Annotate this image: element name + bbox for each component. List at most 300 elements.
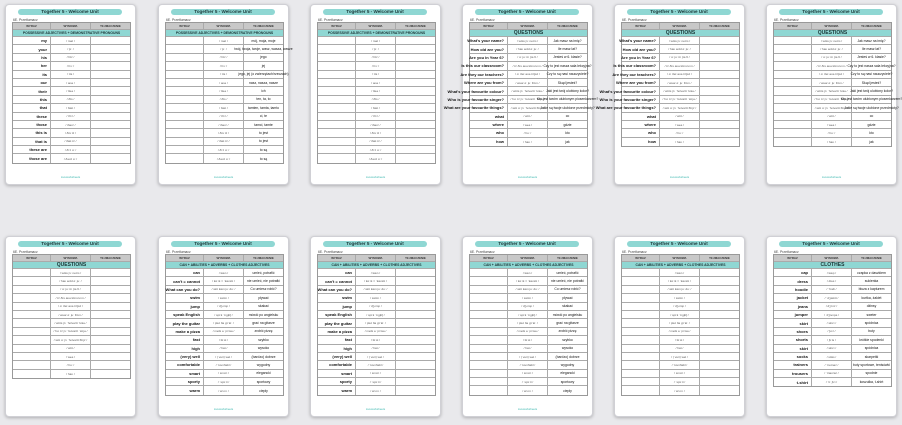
translation-cell[interactable] <box>396 269 435 276</box>
word-cell[interactable] <box>622 294 660 301</box>
word-cell[interactable] <box>774 129 812 136</box>
pronunciation-cell: / ɑː juː ɪn jɪə 6 / <box>508 54 548 61</box>
translation-cell[interactable] <box>91 370 130 378</box>
translation-cell[interactable] <box>91 269 130 276</box>
word-cell[interactable] <box>166 138 204 145</box>
translation-cell[interactable] <box>91 37 130 44</box>
word-cell: its <box>13 71 51 78</box>
word-cell[interactable] <box>470 378 508 385</box>
worksheet-card[interactable] <box>766 4 902 185</box>
word-cell[interactable] <box>470 269 508 276</box>
word-cell[interactable] <box>13 311 51 318</box>
translation-cell[interactable] <box>396 62 435 69</box>
pronunciation-cell: / kæn / <box>660 269 700 276</box>
translation-cell[interactable] <box>396 54 435 61</box>
pronunciation-cell: / ðɪs / <box>204 96 244 103</box>
translation-cell: Jak masz na imię? <box>553 38 582 43</box>
word-cell[interactable] <box>470 353 508 360</box>
translation-cell[interactable] <box>396 353 435 360</box>
word-cell: Is this our classroom? <box>470 62 508 69</box>
translation-cell: twój, twoja, twoje, wasz, wasza, wasze <box>234 47 293 52</box>
pronunciation-cell: / kæp / <box>812 269 852 276</box>
word-cell[interactable] <box>13 286 51 293</box>
pronunciation-cell: / aʊə / <box>204 79 244 86</box>
translation-cell[interactable] <box>700 277 739 284</box>
table-row <box>166 62 283 70</box>
translation-cell[interactable] <box>91 104 130 111</box>
table-row <box>166 129 283 137</box>
word-cell[interactable] <box>774 62 812 69</box>
word-cell[interactable] <box>13 294 51 301</box>
column-header: TŁUMACZENIE <box>100 24 121 28</box>
translation-cell[interactable] <box>700 353 739 360</box>
table-row <box>622 361 739 369</box>
table-row <box>318 378 435 386</box>
translation-cell[interactable] <box>396 303 435 310</box>
word-cell[interactable] <box>622 378 660 385</box>
table-row <box>470 129 587 137</box>
word-cell[interactable] <box>318 62 356 69</box>
word-cell[interactable] <box>774 104 812 111</box>
word-cell[interactable] <box>318 113 356 120</box>
word-cell[interactable] <box>622 386 660 394</box>
word-cell[interactable] <box>13 370 51 378</box>
word-cell[interactable] <box>622 336 660 343</box>
word-cell[interactable] <box>470 303 508 310</box>
translation-cell[interactable] <box>700 129 739 136</box>
word-cell[interactable] <box>774 121 812 128</box>
word-cell[interactable] <box>774 138 812 146</box>
worksheet-card[interactable] <box>310 4 441 185</box>
translation-cell[interactable] <box>396 71 435 78</box>
word-cell: fast <box>318 336 356 343</box>
word-cell[interactable] <box>166 62 204 69</box>
translation-cell[interactable] <box>700 303 739 310</box>
translation-cell[interactable] <box>396 129 435 136</box>
table-row <box>470 303 587 311</box>
word-cell[interactable] <box>774 37 812 44</box>
translation-cell[interactable] <box>700 138 739 146</box>
word-cell[interactable] <box>774 45 812 52</box>
translation-cell[interactable] <box>91 54 130 61</box>
translation-cell[interactable] <box>91 146 130 153</box>
table-row <box>166 294 283 302</box>
translation-cell[interactable] <box>91 113 130 120</box>
pronunciation-cell: / haʊ / <box>51 370 91 378</box>
worksheet-instruction: 6E. Przetłumacz <box>622 18 647 22</box>
translation-cell: tamten, tamta, tamto <box>247 105 280 110</box>
table-header-row <box>318 255 435 262</box>
translation-cell[interactable] <box>91 345 130 352</box>
translation-cell[interactable] <box>700 54 739 61</box>
word-cell[interactable] <box>774 96 812 103</box>
word-cell[interactable] <box>622 345 660 352</box>
worksheet-card[interactable] <box>614 236 745 417</box>
table-row <box>13 336 130 344</box>
word-cell[interactable] <box>470 294 508 301</box>
pronunciation-cell: / huː / <box>660 129 700 136</box>
word-cell[interactable] <box>13 345 51 352</box>
word-cell[interactable] <box>318 154 356 162</box>
word-cell[interactable] <box>166 146 204 153</box>
translation-cell[interactable] <box>396 113 435 120</box>
worksheet-title: Together 5 - Welcome Unit <box>323 9 427 15</box>
translation-cell[interactable] <box>396 96 435 103</box>
word-cell[interactable] <box>622 353 660 360</box>
word-cell[interactable] <box>622 328 660 335</box>
translation-cell[interactable] <box>700 286 739 293</box>
worksheet-card[interactable] <box>5 4 136 185</box>
word-cell[interactable] <box>13 269 51 276</box>
word-cell[interactable] <box>622 319 660 326</box>
word-cell[interactable] <box>166 37 204 44</box>
translation-cell[interactable] <box>700 45 739 52</box>
word-cell[interactable] <box>318 129 356 136</box>
translation-cell[interactable] <box>396 45 435 52</box>
word-cell[interactable] <box>470 328 508 335</box>
pronunciation-cell: / jɔː / <box>356 45 396 52</box>
pronunciation-cell: / weə / <box>51 353 91 360</box>
translation-cell[interactable] <box>700 336 739 343</box>
table-row <box>318 336 435 344</box>
word-cell[interactable] <box>13 353 51 360</box>
translation-cell[interactable] <box>91 353 130 360</box>
word-cell[interactable] <box>470 311 508 318</box>
worksheet-card[interactable] <box>310 236 441 417</box>
pronunciation-cell: / aʊə / <box>51 79 91 86</box>
word-cell[interactable] <box>13 303 51 310</box>
translation-cell[interactable] <box>700 378 739 385</box>
translation-cell: mówić po angielsku <box>248 312 279 317</box>
pronunciation-cell: / spiːk ˈɪŋɡlɪʃ / <box>508 311 548 318</box>
translation-cell[interactable] <box>700 37 739 44</box>
translation-cell[interactable] <box>700 96 739 103</box>
table-row <box>774 361 891 369</box>
table-row <box>318 71 435 79</box>
translation-cell[interactable] <box>91 129 130 136</box>
table-row <box>13 37 130 45</box>
word-cell[interactable] <box>318 71 356 78</box>
translation-cell[interactable] <box>396 294 435 301</box>
word-cell[interactable] <box>318 54 356 61</box>
word-cell: What's your favourite colour? <box>622 87 660 94</box>
translation-cell[interactable] <box>700 104 739 111</box>
pronunciation-cell: / wɒt / <box>51 345 91 352</box>
translation-cell[interactable] <box>396 277 435 284</box>
translation-cell[interactable] <box>396 37 435 44</box>
table-row <box>166 154 283 162</box>
word-cell[interactable] <box>318 121 356 128</box>
table-row <box>447 96 599 104</box>
pronunciation-cell: / wɒt / <box>812 113 852 120</box>
translation-cell[interactable] <box>91 138 130 145</box>
table-row <box>166 146 283 154</box>
word-cell[interactable] <box>166 45 204 52</box>
table-row <box>599 87 739 95</box>
pronunciation-cell: / haʊ / <box>508 138 548 146</box>
word-cell[interactable] <box>13 328 51 335</box>
word-cell: their <box>13 87 51 94</box>
translation-cell[interactable] <box>91 154 130 162</box>
worksheet-card[interactable] <box>462 236 593 417</box>
translation-cell: kto <box>869 130 874 135</box>
translation-cell[interactable] <box>396 386 435 394</box>
pronunciation-cell: / ˈdʒʌmpə / <box>812 311 852 318</box>
translation-cell[interactable] <box>91 319 130 326</box>
pronunciation-cell: / wɒt kæn juː duː / <box>660 286 700 293</box>
translation-cell[interactable] <box>396 311 435 318</box>
translation-cell[interactable] <box>91 121 130 128</box>
translation-cell[interactable] <box>700 345 739 352</box>
translation-cell[interactable] <box>396 328 435 335</box>
word-cell[interactable] <box>166 96 204 103</box>
table-row <box>774 345 891 353</box>
word-cell[interactable] <box>166 54 204 61</box>
translation-cell[interactable] <box>700 361 739 368</box>
table-row <box>470 336 587 344</box>
translation-cell[interactable] <box>396 370 435 377</box>
translation-cell[interactable] <box>700 87 739 94</box>
translation-cell[interactable] <box>91 328 130 335</box>
translation-cell[interactable] <box>91 294 130 301</box>
worksheet-card[interactable] <box>158 4 293 185</box>
word-cell[interactable] <box>318 138 356 145</box>
translation-cell: sukienka <box>864 279 879 284</box>
translation-cell[interactable] <box>91 45 130 52</box>
word-cell: dress <box>774 277 812 284</box>
word-cell[interactable] <box>470 286 508 293</box>
translation-cell[interactable] <box>91 286 130 293</box>
vocab-table <box>12 254 131 379</box>
table-row <box>774 71 891 79</box>
table-row <box>774 286 891 294</box>
translation-cell[interactable] <box>91 311 130 318</box>
word-cell[interactable] <box>774 79 812 86</box>
word-cell[interactable] <box>318 79 356 86</box>
translation-cell[interactable] <box>91 303 130 310</box>
pronunciation-cell: / hɜː / <box>204 62 244 69</box>
word-cell: this <box>13 96 51 103</box>
table-row <box>166 113 283 121</box>
word-cell[interactable] <box>622 303 660 310</box>
translation-cell: elegancki <box>256 371 271 376</box>
worksheet-card[interactable] <box>5 236 136 417</box>
translation-cell: pływać <box>562 295 573 300</box>
table-row <box>774 54 891 62</box>
vocab-table <box>469 254 588 396</box>
word-cell[interactable] <box>470 336 508 343</box>
pronunciation-cell: / swɪm / <box>204 294 244 301</box>
word-cell: What can you do? <box>318 286 356 293</box>
word-cell[interactable] <box>470 277 508 284</box>
word-cell[interactable] <box>774 87 812 94</box>
word-cell[interactable] <box>318 87 356 94</box>
pronunciation-cell: / ɪz ðɪs aʊə klɑːsruːm / <box>508 62 548 69</box>
word-cell[interactable] <box>166 129 204 136</box>
word-cell[interactable] <box>166 121 204 128</box>
translation-cell[interactable] <box>396 154 435 162</box>
translation-cell[interactable] <box>396 345 435 352</box>
pronunciation-cell: / ðæt ɪz / <box>204 138 244 145</box>
translation-cell[interactable] <box>700 294 739 301</box>
column-header: WYRAZ <box>774 23 812 29</box>
word-cell[interactable] <box>470 361 508 368</box>
word-cell: jeans <box>774 303 812 310</box>
translation-cell[interactable] <box>700 113 739 120</box>
translation-cell[interactable] <box>91 361 130 368</box>
pronunciation-cell: / (ˈveri) wel / <box>356 353 396 360</box>
translation-cell[interactable] <box>396 121 435 128</box>
translation-cell: Kto jest twoim ulubionym piosenkarzem? <box>536 97 599 102</box>
table-row <box>13 294 130 302</box>
table-row <box>166 79 283 87</box>
translation-cell[interactable] <box>396 138 435 145</box>
word-cell: can't = cannot <box>166 277 204 284</box>
translation-cell[interactable] <box>91 71 130 78</box>
translation-cell[interactable] <box>396 79 435 86</box>
pronunciation-cell: / ðiːz / <box>51 113 91 120</box>
pronunciation-cell: / wɔːm / <box>660 386 700 394</box>
translation-cell[interactable] <box>700 311 739 318</box>
table-header-row <box>166 255 283 262</box>
word-cell[interactable] <box>318 37 356 44</box>
word-cell: What's your name? <box>622 37 660 44</box>
translation-cell[interactable] <box>396 286 435 293</box>
word-cell[interactable] <box>166 113 204 120</box>
translation-cell: zrobić pizzę <box>254 329 273 334</box>
word-cell[interactable] <box>470 319 508 326</box>
word-cell[interactable] <box>318 96 356 103</box>
translation-cell[interactable] <box>91 62 130 69</box>
translation-cell[interactable] <box>700 121 739 128</box>
word-cell[interactable] <box>13 361 51 368</box>
worksheet-card[interactable] <box>595 4 745 185</box>
translation-cell[interactable] <box>700 79 739 86</box>
word-cell[interactable] <box>166 104 204 111</box>
word-cell: What can you do? <box>166 286 204 293</box>
column-header: WYRAZ <box>774 255 812 261</box>
translation-cell[interactable] <box>700 328 739 335</box>
translation-cell: ci, te <box>259 114 268 119</box>
pronunciation-cell: / pleɪ ðə ɡɪˈtɑː / <box>508 319 548 326</box>
word-cell[interactable] <box>622 277 660 284</box>
pronunciation-cell: / dʒʌmp / <box>660 303 700 310</box>
translation-cell[interactable] <box>700 269 739 276</box>
word-cell[interactable] <box>774 54 812 61</box>
word-cell[interactable] <box>13 336 51 343</box>
word-cell: comfortable <box>318 361 356 368</box>
translation-cell[interactable] <box>396 87 435 94</box>
table-row <box>774 121 891 129</box>
word-cell: these <box>13 113 51 120</box>
word-cell[interactable] <box>470 386 508 394</box>
translation-cell: czapka z daszkiem <box>857 270 886 275</box>
word-cell[interactable] <box>622 311 660 318</box>
translation-cell[interactable] <box>91 79 130 86</box>
table-row <box>166 37 283 45</box>
word-cell[interactable] <box>13 319 51 326</box>
table-row <box>622 129 739 137</box>
word-cell[interactable] <box>166 87 204 94</box>
word-cell[interactable] <box>318 45 356 52</box>
translation-cell[interactable] <box>91 87 130 94</box>
worksheet-card[interactable] <box>443 4 599 185</box>
translation-cell: jak <box>565 139 570 144</box>
word-cell: smart <box>318 370 356 377</box>
pronunciation-cell: / ˈspɔːti / <box>660 378 700 385</box>
pronunciation-cell: / meɪk ə ˈpiːtsə / <box>660 328 700 335</box>
pronunciation-cell: / haɪ / <box>204 345 244 352</box>
pronunciation-cell: / wɒts jɔː neɪm / <box>660 37 700 44</box>
translation-cell: Jak masz na imię? <box>857 38 886 43</box>
translation-cell[interactable] <box>396 319 435 326</box>
translation-cell[interactable] <box>700 319 739 326</box>
word-cell[interactable] <box>470 370 508 377</box>
pronunciation-cell: / ˈdʒækɪt / <box>812 294 852 301</box>
column-header: TŁUMACZENIE <box>709 24 730 28</box>
translation-cell[interactable] <box>700 386 739 394</box>
pronunciation-cell: / wɔːm / <box>356 386 396 394</box>
translation-cell[interactable] <box>396 146 435 153</box>
translation-cell: buty sportowe, tenisówki <box>853 362 890 367</box>
translation-cell[interactable] <box>700 71 739 78</box>
translation-cell: jej <box>261 63 266 68</box>
vocab-table <box>443 22 599 147</box>
translation-cell[interactable] <box>396 336 435 343</box>
worksheet-card[interactable] <box>158 236 289 417</box>
word-cell[interactable] <box>622 286 660 293</box>
translation-cell[interactable] <box>396 361 435 368</box>
word-cell[interactable] <box>166 154 204 162</box>
translation-cell[interactable] <box>700 370 739 377</box>
word-cell[interactable] <box>774 113 812 120</box>
translation-cell[interactable] <box>91 96 130 103</box>
translation-cell[interactable] <box>91 336 130 343</box>
pronunciation-cell: / ðiːz ɑː / <box>204 146 244 153</box>
translation-cell[interactable] <box>700 62 739 69</box>
translation-cell: Jakie są twoje ulubione przedmioty? <box>844 105 899 110</box>
word-cell: that is <box>13 138 51 145</box>
translation-cell[interactable] <box>396 378 435 385</box>
translation-cell: Ile masz lat? <box>557 47 578 52</box>
word-cell[interactable] <box>166 79 204 86</box>
translation-cell[interactable] <box>396 104 435 111</box>
column-header: WYMOWA <box>51 23 91 29</box>
worksheet-instruction: 6E. Przetłumacz <box>470 250 495 254</box>
word-cell[interactable] <box>166 71 204 78</box>
table-row <box>470 45 587 53</box>
word-cell[interactable] <box>774 71 812 78</box>
word-cell[interactable] <box>470 345 508 352</box>
word-cell[interactable] <box>622 269 660 276</box>
column-header: WYRAZ <box>470 255 508 261</box>
word-cell[interactable] <box>622 361 660 368</box>
pronunciation-cell: / (ˈveri) wel / <box>508 353 548 360</box>
translation-cell: gdzie <box>563 122 572 127</box>
column-header: WYMOWA <box>51 255 91 261</box>
pronunciation-cell: / aʊə / <box>356 79 396 86</box>
word-cell[interactable] <box>318 146 356 153</box>
worksheet-card[interactable] <box>766 236 897 417</box>
pronunciation-cell: / ðiːz ɑː / <box>51 146 91 153</box>
table-row <box>774 79 891 87</box>
word-cell[interactable] <box>318 104 356 111</box>
word-cell[interactable] <box>622 370 660 377</box>
word-cell[interactable] <box>13 277 51 284</box>
table-row <box>460 71 589 79</box>
translation-cell[interactable] <box>91 277 130 284</box>
translation-cell: Czy to jest nasza sala lekcyjna? <box>543 63 592 68</box>
